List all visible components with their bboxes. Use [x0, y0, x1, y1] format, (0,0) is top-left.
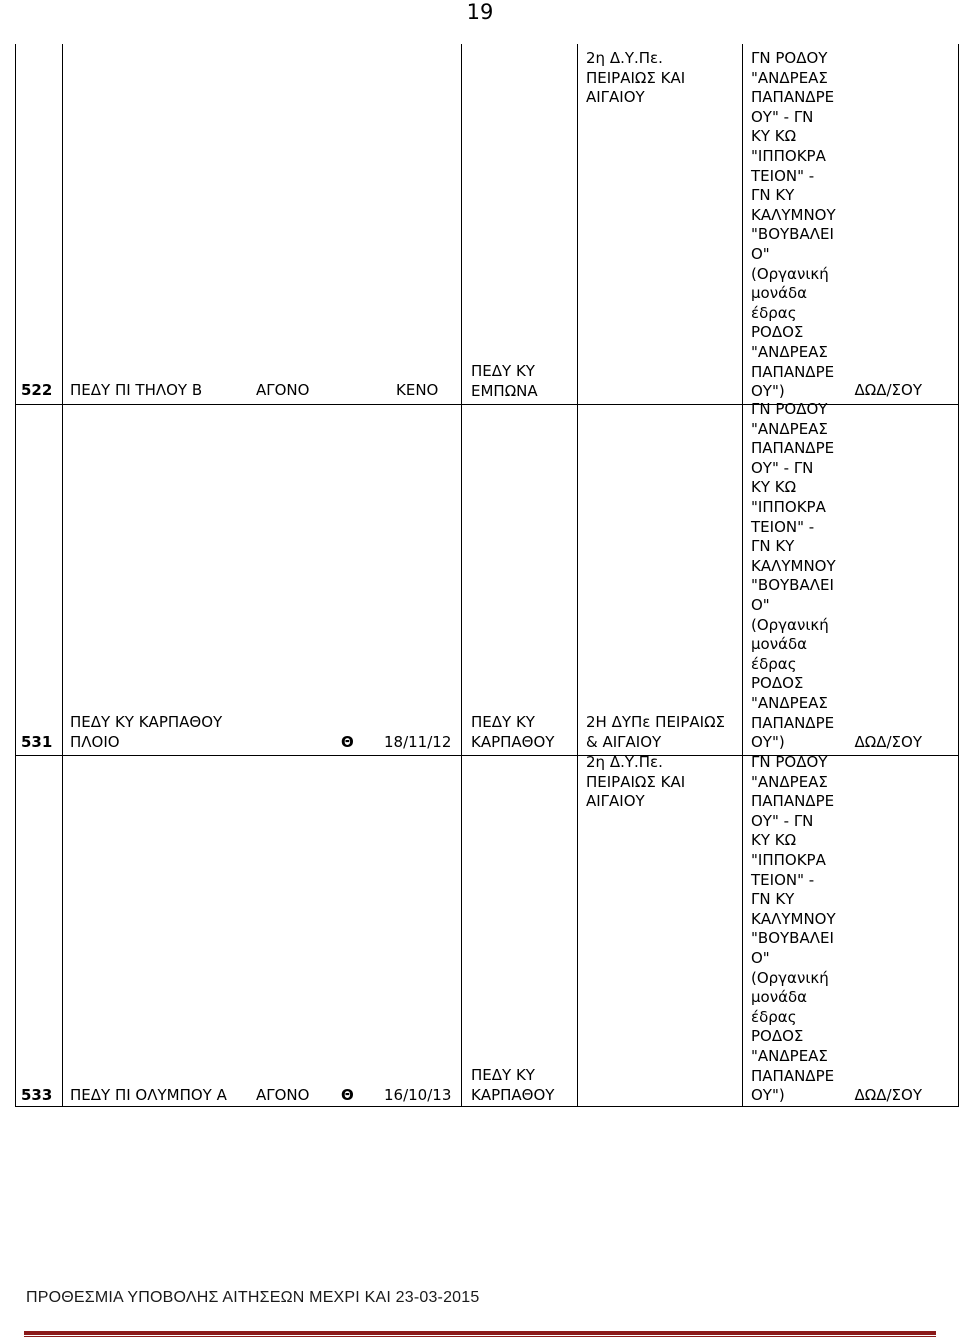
health-region: 2η Δ.Υ.Πε. ΠΕΙΡΑΙΩΣ ΚΑΙ ΑΙΓΑΙΟΥ — [586, 49, 686, 107]
health-unit: ΠΕΔΥ ΚΥ ΚΑΡΠΑΘΟΥ — [471, 713, 555, 751]
grid-line — [577, 44, 578, 1106]
page-number: 19 — [466, 0, 494, 24]
reference-hospital: ΓΝ ΡΟΔΟΥ "ΑΝΔΡΕΑΣ ΠΑΠΑΝΔΡΕ ΟΥ" - ΓΝ ΚΥ ΚΩ "ΙΠΠΟΚΡΑ ΤΕΙΟΝ" - ΓΝ ΚΥ ΚΑΛΥΜΝΟΥ "ΒΟΥΒΑΛΕΙ Ο" (Οργανική μονάδα έδρας ΡΟΔΟΣ "ΑΝΔΡΕΑΣ ΠΑΠΑΝΔΡΕ ΟΥ") — [751, 753, 836, 1105]
health-region: 2η Δ.Υ.Πε. ΠΕΙΡΑΙΩΣ ΚΑΙ ΑΙΓΑΙΟΥ — [586, 753, 686, 811]
school-type: ΑΓΟΝΟ — [256, 1086, 310, 1104]
health-region: 2Η ΔΥΠε ΠΕΙΡΑΙΩΣ & ΑΙΓΑΙΟΥ — [586, 713, 726, 751]
school-name: ΠΕΔΥ ΠΙ ΤΗΛΟΥ Β — [70, 381, 203, 399]
health-unit: ΠΕΔΥ ΚΥ ΚΑΡΠΑΘΟΥ — [471, 1066, 555, 1104]
prefecture: ΔΩΔ/ΣΟΥ — [854, 733, 922, 751]
school-type: ΑΓΟΝΟ — [256, 381, 310, 399]
footer-rule — [24, 1331, 936, 1335]
row-id: 531 — [21, 733, 53, 751]
category: Θ — [341, 733, 354, 751]
grid-line — [461, 44, 462, 1106]
row-id: 533 — [21, 1086, 53, 1104]
grid-line — [15, 1106, 959, 1107]
position-date: 16/10/13 — [384, 1086, 452, 1104]
grid-line — [742, 44, 743, 1106]
grid-line — [958, 44, 959, 1106]
health-unit: ΠΕΔΥ ΚΥ ΕΜΠΩΝΑ — [471, 362, 538, 400]
grid-line — [62, 44, 63, 1106]
footer-rule-thin — [24, 1336, 936, 1337]
school-name: ΠΕΔΥ ΠΙ ΟΛΥΜΠΟΥ Α — [70, 1086, 227, 1104]
reference-hospital: ΓΝ ΡΟΔΟΥ "ΑΝΔΡΕΑΣ ΠΑΠΑΝΔΡΕ ΟΥ" - ΓΝ ΚΥ ΚΩ "ΙΠΠΟΚΡΑ ΤΕΙΟΝ" - ΓΝ ΚΥ ΚΑΛΥΜΝΟΥ "ΒΟΥΒΑΛΕΙ Ο" (Οργανική μονάδα έδρας ΡΟΔΟΣ "ΑΝΔΡΕΑΣ ΠΑΠΑΝΔΡΕ ΟΥ") — [751, 400, 836, 752]
category: Θ — [341, 1086, 354, 1104]
prefecture: ΔΩΔ/ΣΟΥ — [854, 1086, 922, 1104]
deadline-footer: ΠΡΟΘΕΣΜΙΑ ΥΠΟΒΟΛΗΣ ΑΙΤΗΣΕΩΝ ΜΕΧΡΙ ΚΑΙ 23-03-2015 — [26, 1289, 480, 1306]
grid-line — [15, 44, 16, 1106]
school-name: ΠΕΔΥ ΚΥ ΚΑΡΠΑΘΟΥ ΠΛΟΙΟ — [70, 713, 223, 751]
prefecture: ΔΩΔ/ΣΟΥ — [854, 381, 922, 399]
position-date: ΚΕΝΟ — [396, 381, 439, 399]
row-id: 522 — [21, 381, 53, 399]
reference-hospital: ΓΝ ΡΟΔΟΥ "ΑΝΔΡΕΑΣ ΠΑΠΑΝΔΡΕ ΟΥ" - ΓΝ ΚΥ ΚΩ "ΙΠΠΟΚΡΑ ΤΕΙΟΝ" - ΓΝ ΚΥ ΚΑΛΥΜΝΟΥ "ΒΟΥΒΑΛΕΙ Ο" (Οργανική μονάδα έδρας ΡΟΔΟΣ "ΑΝΔΡΕΑΣ ΠΑΠΑΝΔΡΕ ΟΥ") — [751, 49, 836, 401]
position-date: 18/11/12 — [384, 733, 452, 751]
